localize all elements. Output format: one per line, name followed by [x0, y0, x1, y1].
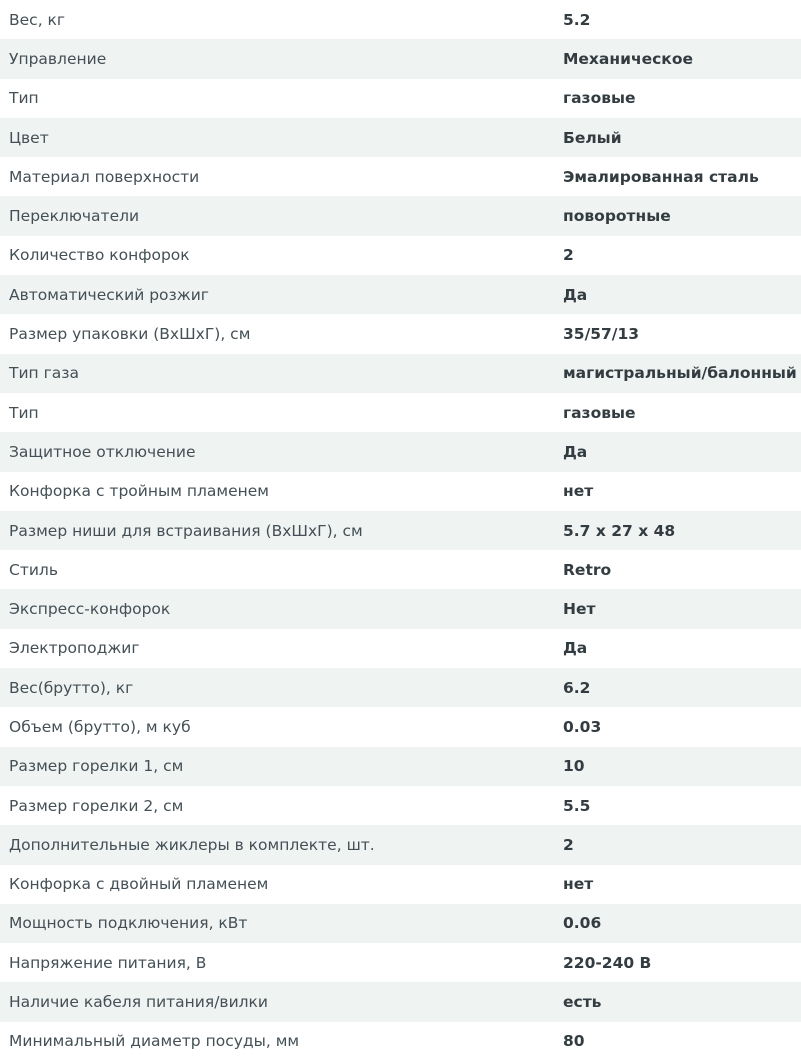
spec-value: 0.06 — [563, 914, 602, 933]
spec-row-auto-ignition — [0, 275, 801, 314]
spec-label: Экспресс-конфорок — [9, 600, 171, 619]
spec-row-double-flame — [0, 865, 801, 904]
spec-row-color — [0, 118, 801, 157]
spec-row-control — [0, 39, 801, 78]
spec-label: Конфорка с тройным пламенем — [9, 482, 269, 501]
spec-label: Защитное отключение — [9, 442, 196, 461]
spec-row-type — [0, 79, 801, 118]
spec-value: 5.5 — [563, 796, 591, 815]
spec-row-weight — [0, 0, 801, 39]
spec-row-extra-jets — [0, 825, 801, 864]
spec-row-switches — [0, 196, 801, 235]
spec-label: Конфорка с двойный пламенем — [9, 875, 269, 894]
spec-row-voltage — [0, 943, 801, 982]
spec-row-burner-1-size — [0, 747, 801, 786]
spec-row-express-burner — [0, 589, 801, 628]
spec-value: нет — [563, 875, 594, 894]
spec-row-burner-count — [0, 236, 801, 275]
spec-label: Вес(брутто), кг — [9, 678, 134, 697]
spec-value: 2 — [563, 835, 574, 854]
spec-value: нет — [563, 482, 594, 501]
spec-label: Размер упаковки (ВхШхГ), см — [9, 325, 251, 344]
spec-label: Размер горелки 2, см — [9, 796, 184, 815]
spec-label: Напряжение питания, В — [9, 953, 207, 972]
spec-row-gas-type — [0, 354, 801, 393]
spec-label: Управление — [9, 49, 107, 68]
spec-label: Цвет — [9, 128, 49, 147]
spec-label: Вес, кг — [9, 10, 66, 29]
spec-value: 6.2 — [563, 678, 591, 697]
spec-row-burner-2-size — [0, 786, 801, 825]
spec-label: Минимальный диаметр посуды, мм — [9, 1032, 300, 1051]
spec-row-niche-size — [0, 511, 801, 550]
spec-value: 5.7 x 27 x 48 — [563, 521, 676, 540]
spec-row-gross-volume — [0, 707, 801, 746]
spec-value: 80 — [563, 1032, 585, 1051]
spec-label: Дополнительные жиклеры в комплекте, шт. — [9, 835, 375, 854]
spec-label: Тип — [9, 89, 39, 108]
spec-row-min-cookware-diameter — [0, 1022, 801, 1061]
spec-label: Стиль — [9, 560, 58, 579]
spec-value: Механическое — [563, 49, 693, 68]
spec-row-triple-flame — [0, 472, 801, 511]
spec-label: Материал поверхности — [9, 167, 200, 186]
spec-row-package-size — [0, 314, 801, 353]
spec-value: 35/57/13 — [563, 325, 640, 344]
spec-row-surface-material — [0, 157, 801, 196]
spec-value: поворотные — [563, 207, 671, 226]
spec-value: газовые — [563, 403, 636, 422]
spec-row-safety-shutoff — [0, 432, 801, 471]
spec-label: Размер горелки 1, см — [9, 757, 184, 776]
spec-value: есть — [563, 993, 602, 1012]
spec-row-power-cable — [0, 982, 801, 1021]
spec-value: Нет — [563, 600, 596, 619]
spec-row-gross-weight — [0, 668, 801, 707]
spec-value: 5.2 — [563, 10, 591, 29]
spec-row-electric-ignition — [0, 629, 801, 668]
spec-value: Да — [563, 285, 588, 304]
spec-value: газовые — [563, 89, 636, 108]
spec-value: Эмалированная сталь — [563, 167, 759, 186]
spec-label: Размер ниши для встраивания (ВхШхГ), см — [9, 521, 363, 540]
spec-value: 0.03 — [563, 717, 602, 736]
spec-label: Тип — [9, 403, 39, 422]
spec-value: Да — [563, 442, 588, 461]
spec-value: 220-240 В — [563, 953, 652, 972]
spec-value: Белый — [563, 128, 622, 147]
spec-value: 10 — [563, 757, 585, 776]
spec-row-type-2 — [0, 393, 801, 432]
spec-label: Наличие кабеля питания/вилки — [9, 993, 268, 1012]
spec-label: Переключатели — [9, 207, 140, 226]
spec-label: Электроподжиг — [9, 639, 140, 658]
spec-row-connection-power — [0, 904, 801, 943]
spec-label: Мощность подключения, кВт — [9, 914, 248, 933]
spec-value: Да — [563, 639, 588, 658]
spec-label: Автоматический розжиг — [9, 285, 209, 304]
spec-value: магистральный/балонный — [563, 364, 797, 383]
spec-value: Retro — [563, 560, 612, 579]
spec-value: 2 — [563, 246, 574, 265]
spec-label: Количество конфорок — [9, 246, 190, 265]
spec-row-style — [0, 550, 801, 589]
spec-label: Объем (брутто), м куб — [9, 717, 191, 736]
spec-label: Тип газа — [9, 364, 79, 383]
